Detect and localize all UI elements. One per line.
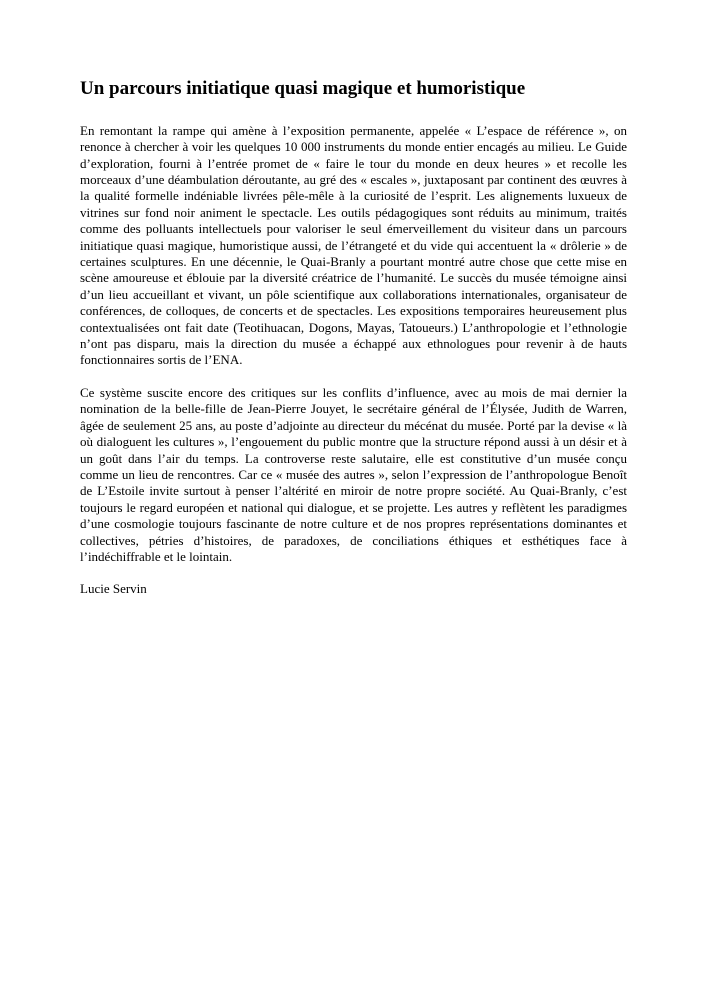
- signature: Lucie Servin: [80, 581, 147, 597]
- paragraph-1: En remontant la rampe qui amène à l’exposition permanente, appelée « L’espace de référence », on renonce à chercher à voir les quelques 10 000 instruments du monde entier encagés au milieu. Le Guide d’exploration, fourni à l’entrée promet de « faire le tour du monde en deux heures » et recolle les morceaux d’une déambulation déroutante, au gré des « escales », juxtaposant par continent des œuvres à la qualité formelle indéniable livrées pêle-mêle à la curiosité de l’esprit. Les alignements luxueux de vitrines sur fond noir animent le spectacle. Les outils pédagogiques sont réduits au minimum, traités comme des polluants intellectuels pour valoriser le seul émerveillement du visiteur dans un parcours initiatique quasi magique, humoristique aussi, de l’étrangeté et du vide qui accentuent la « drôlerie » de certaines sculptures. En une décennie, le Quai-Branly a pourtant montré autre chose que cette mise en scène amoureuse et éblouie par la diversité créatrice de l’humanité. Le succès du musée témoigne ainsi d’un lieu accueillant et vivant, un pôle scientifique aux collaborations internationales, organisateur de conférences, de colloques, de concerts et de spectacles. Les expositions temporaires heureusement plus contextualisées ont fait date (Teotihuacan, Dogons, Mayas, Tatoueurs.) L’anthropologie et l’ethnologie n’ont pas disparu, mais la direction du musée a échappé aux ethnologues pour revenir à de hauts fonctionnaires sortis de l’ENA.: [80, 122, 627, 368]
- page-title: Un parcours initiatique quasi magique et humoristique: [80, 78, 526, 99]
- paragraph-2: Ce système suscite encore des critiques sur les conflits d’influence, avec au mois de mai dernier la nomination de la belle-fille de Jean-Pierre Jouyet, le secrétaire général de l’Élysée, Judith de Warren, âgée de seulement 25 ans, au poste d’adjointe au directeur du mécénat du musée. Porté par la devise « là où dialoguent les cultures », l’engouement du public montre que la structure répond aussi à un désir et à un goût dans l’air du temps. La controverse reste salutaire, elle est constitutive d’un musée conçu comme un lieu de rencontres. Car ce « musée des autres », selon l’expression de l’anthropologue Benoît de L’Estoile invite surtout à penser l’altérité en miroir de notre propre société. Au Quai-Branly, c’est toujours le regard européen et national qui dialogue, et se projette. Les autres y reflètent les paradigmes d’une cosmologie toujours fascinante de notre culture et de nos propres représentations dominantes et collectives, pétries d’histoires, de paradoxes, de conciliations éthiques et esthétiques face à l’indéchiffrable et le lointain.: [80, 384, 627, 564]
